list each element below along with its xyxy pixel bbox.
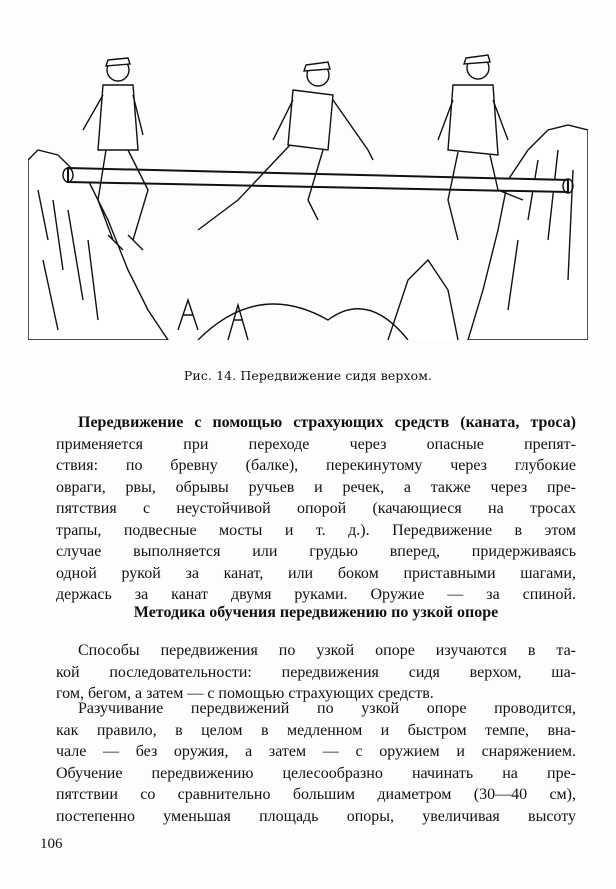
text-line: одной рукой за канат, или боком приставными шагами, xyxy=(56,564,576,582)
paragraph-sequence xyxy=(56,640,576,705)
text-line: как правило, в целом в медленном и быстром темпе, вна- xyxy=(56,721,576,739)
text-line: пятствия с неустойчивой опорой (качающиеся на тросах xyxy=(56,500,576,517)
text-line: гом, бегом, а затем — с помощью страхующих средств. xyxy=(56,685,434,702)
illustration-figure xyxy=(28,40,588,340)
text-line: постепенно уменьшая площадь опоры, увеличивая высоту xyxy=(56,807,576,825)
text-line: пятствии со сравнительно большим диаметром (30—40 см), xyxy=(56,786,576,803)
text-line: Обучение передвижению целесообразно начинать на пре- xyxy=(56,764,576,782)
text-line: овраги, рвы, обрывы ручьев и речек, а также через пре- xyxy=(56,478,576,496)
text-line xyxy=(56,412,576,455)
text-line: трапы, подвесные мосты и т. д.). Передвижение в этом xyxy=(56,521,576,539)
paragraph-safety-means xyxy=(56,412,576,606)
text-line: чале — без оружия, а затем — с оружием и снаряжением. xyxy=(56,743,576,760)
text-line: ствия: по бревну (балке), перекинутому через глубокие xyxy=(56,457,576,474)
text-line: держась за канат двумя руками. Оружие — за спиной. xyxy=(56,586,576,603)
section-heading: Методика обучения передвижению по узкой опоре xyxy=(133,604,499,621)
soldiers-crossing-log-illustration xyxy=(28,40,588,340)
figure-number: Рис. 14. xyxy=(183,368,237,383)
text-line: Способы передвижения по узкой опоре изучаются в та- xyxy=(78,642,576,659)
paragraph-training xyxy=(56,698,576,827)
paragraph-lead: Передвижение с помощью страхующих средств (каната, троса) xyxy=(78,414,576,431)
figure-caption-text: Передвижение сидя верхом. xyxy=(240,368,433,383)
text-line: случае выполняется или грудью вперед, придерживаясь xyxy=(56,543,576,560)
paragraph-lead-continuation: применяется при переходе через опасные препят- xyxy=(56,435,576,453)
text-line: кой последовательности: передвижения сидя верхом, ша- xyxy=(56,663,576,681)
text-line: Разучивание передвижений по узкой опоре проводится, xyxy=(78,700,576,717)
page-number: 106 xyxy=(40,836,63,852)
figure-caption xyxy=(0,368,616,383)
